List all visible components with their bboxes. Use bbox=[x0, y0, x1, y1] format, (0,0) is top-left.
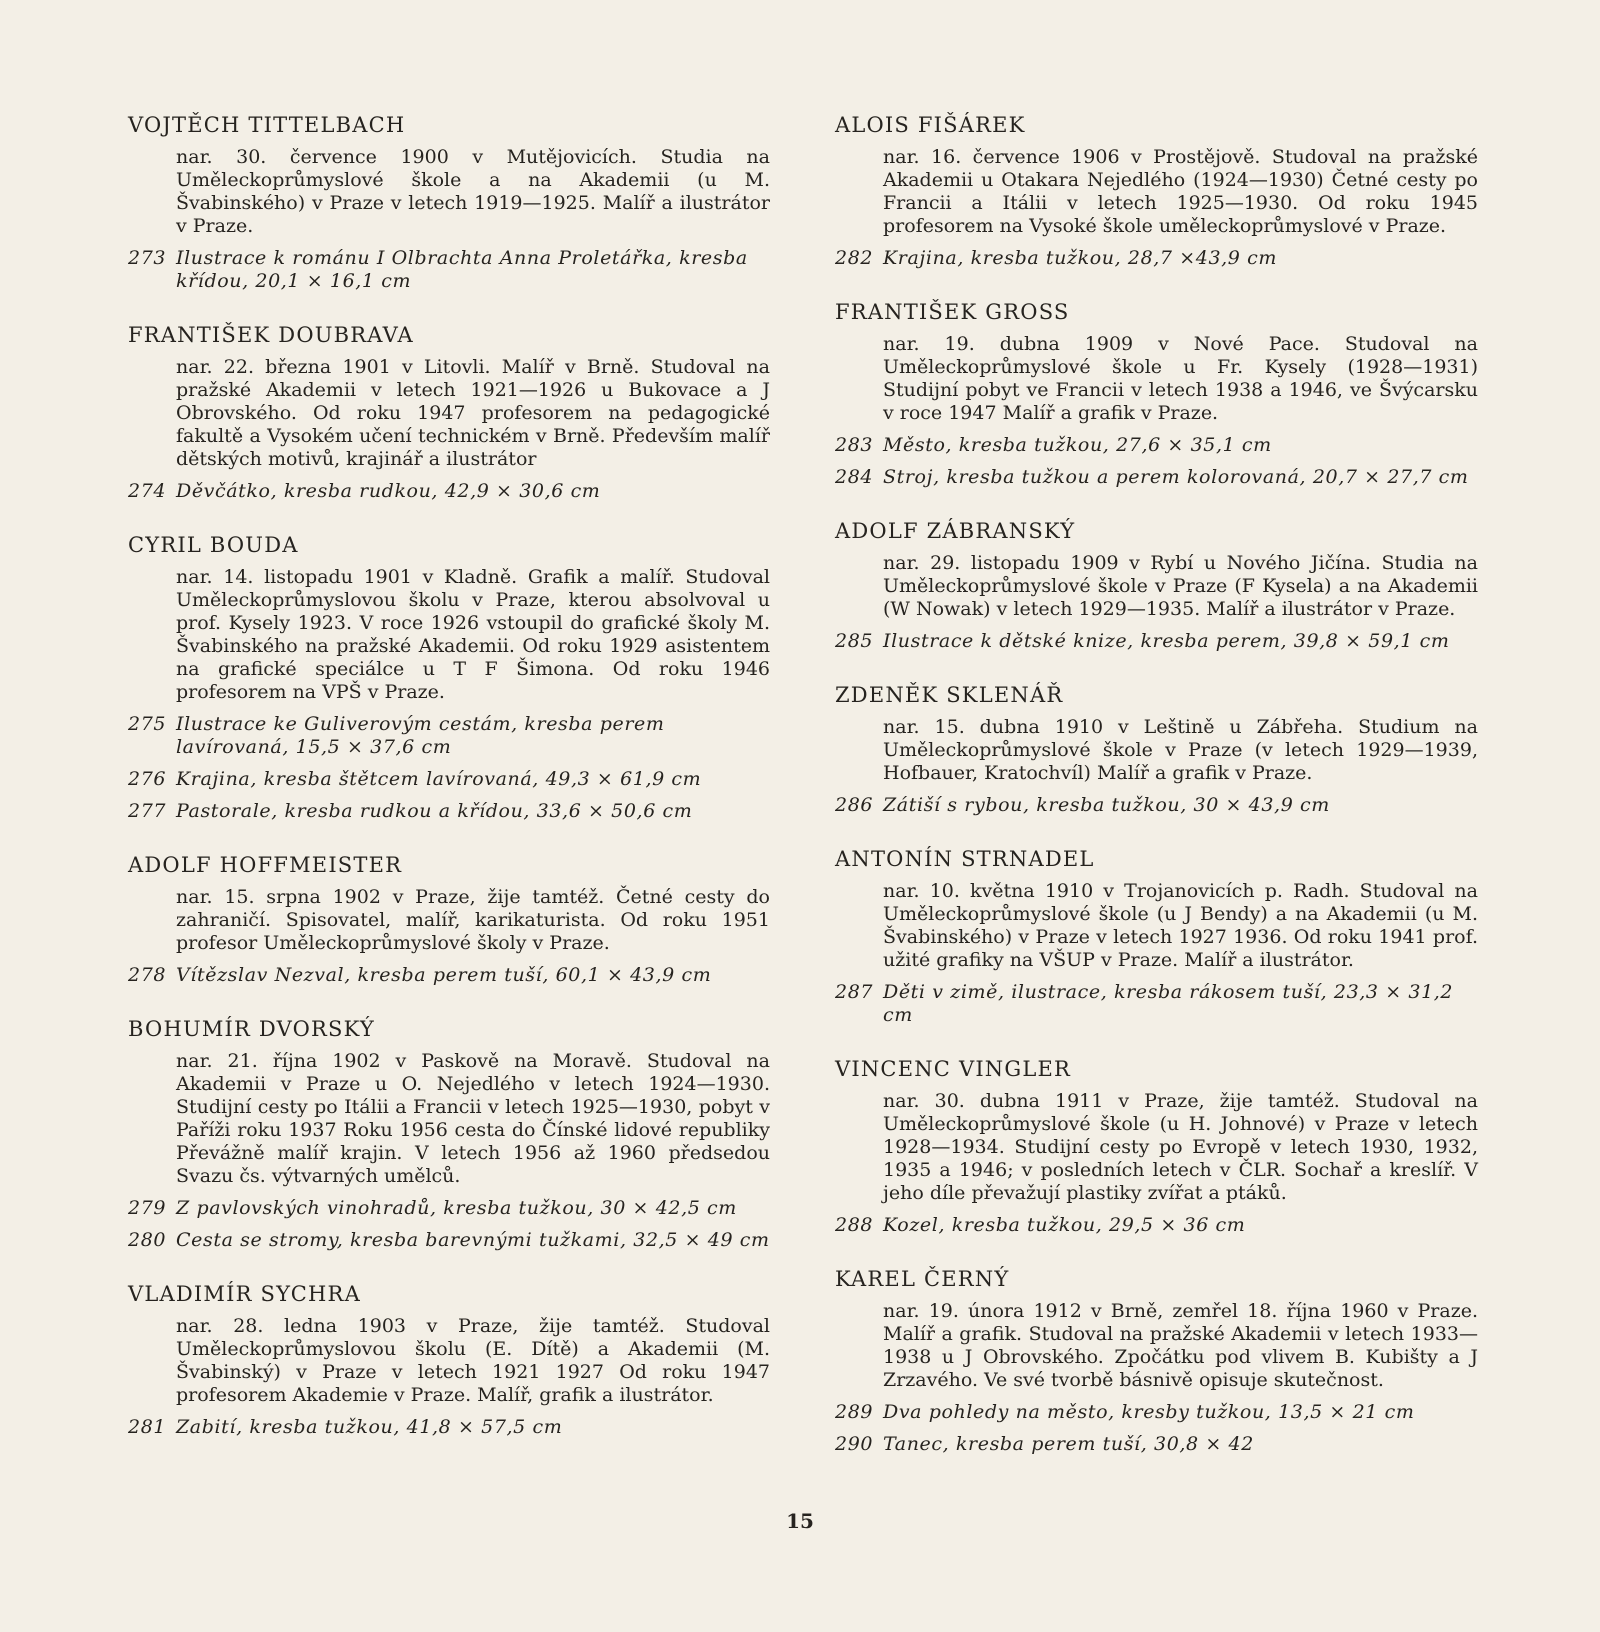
entry-spacer bbox=[835, 498, 1478, 518]
artist-name: ADOLF ZÁBRANSKÝ bbox=[835, 519, 1076, 543]
entry-spacer bbox=[128, 996, 770, 1016]
work-number: 285 bbox=[835, 630, 874, 652]
catalog-work bbox=[128, 1416, 770, 1439]
work-title: Děti v zimě, ilustrace, kresba rákosem tuší, 23,3 × 31,2 cm bbox=[883, 981, 1454, 1026]
work-number: 290 bbox=[835, 1433, 874, 1455]
work-number: 276 bbox=[128, 768, 167, 790]
artist-bio: nar. 28. ledna 1903 v Praze, žije tamtéž. Studoval Uměleckoprůmyslovou školu (E. Dítě) a Akademii (M. Švabinský) v Praze v letech 1921 1927 Od roku 1947 profesorem Akademie v Praze. Malíř, grafik a ilustrátor. bbox=[176, 1315, 770, 1406]
work-number: 281 bbox=[128, 1416, 167, 1438]
work-title: Dva pohledy na město, kresby tužkou, 13,5 × 21 cm bbox=[883, 1401, 1415, 1423]
catalog-work bbox=[835, 1401, 1478, 1424]
entry-spacer bbox=[835, 279, 1478, 299]
entry-spacer bbox=[835, 1246, 1478, 1266]
artist-name: VLADIMÍR SYCHRA bbox=[128, 1282, 361, 1306]
work-title: Ilustrace k románu I Olbrachta Anna Proletářka, kresba křídou, 20,1 × 16,1 cm bbox=[176, 247, 748, 292]
artist-bio: nar. 22. března 1901 v Litovli. Malíř v Brně. Studoval na pražské Akademii v letech 1921—1926 u Bukovace a J Obrovského. Od roku 1947 profesorem na pedagogické fakultě a Vysokém učení technickém v Brně. Především malíř dětských motivů, krajinář a ilustrátor bbox=[176, 356, 770, 470]
artist-bio: nar. 21. října 1902 v Paskově na Moravě. Studoval na Akademii v Praze u O. Nejedlého v letech 1924—1930. Studijní cesty po Itálii a Francii v letech 1925—1930, pobyt v Paříži roku 1937 Roku 1956 cesta do Čínské lidové republiky Převážně malíř krajin. V letech 1956 až 1960 předsedou Svazu čs. výtvarných umělců. bbox=[176, 1050, 770, 1187]
catalog-work bbox=[128, 964, 770, 987]
artist-entry bbox=[835, 299, 1478, 489]
catalog-work bbox=[835, 247, 1478, 270]
right-column bbox=[835, 112, 1478, 1465]
work-number: 277 bbox=[128, 800, 167, 822]
catalog-work bbox=[835, 466, 1478, 489]
work-number: 289 bbox=[835, 1401, 874, 1423]
artist-bio: nar. 15. srpna 1902 v Praze, žije tamtéž. Četné cesty do zahraničí. Spisovatel, malíř, karikaturista. Od roku 1951 profesor Uměleckoprůmyslové školy v Praze. bbox=[176, 886, 770, 954]
artist-entry bbox=[128, 112, 770, 293]
work-title: Krajina, kresba štětcem lavírovaná, 49,3 × 61,9 cm bbox=[176, 768, 702, 790]
artist-entry bbox=[835, 112, 1478, 270]
entry-spacer bbox=[835, 662, 1478, 682]
work-title: Cesta se stromy, kresba barevnými tužkami, 32,5 × 49 cm bbox=[176, 1229, 770, 1251]
catalog-work bbox=[835, 794, 1478, 817]
artist-entry bbox=[835, 1266, 1478, 1456]
artist-entry bbox=[835, 846, 1478, 1027]
artist-bio: nar. 19. dubna 1909 v Nové Pace. Studoval na Uměleckoprůmyslové škole u Fr. Kysely (1928—1931) Studijní pobyt ve Francii v letech 1938 a 1946, ve Švýcarsku v roce 1947 Malíř a grafik v Praze. bbox=[883, 333, 1478, 424]
artist-entry bbox=[835, 1056, 1478, 1237]
artist-entry bbox=[128, 322, 770, 503]
catalog-work bbox=[835, 981, 1478, 1027]
catalog-work bbox=[128, 480, 770, 503]
work-number: 286 bbox=[835, 794, 874, 816]
artist-name: BOHUMÍR DVORSKÝ bbox=[128, 1017, 376, 1041]
work-title: Stroj, kresba tužkou a perem kolorovaná, 20,7 × 27,7 cm bbox=[883, 466, 1469, 488]
entry-spacer bbox=[128, 832, 770, 852]
artist-name: ANTONÍN STRNADEL bbox=[835, 847, 1095, 871]
artist-name: ZDENĚK SKLENÁŘ bbox=[835, 683, 1064, 707]
artist-bio: nar. 16. července 1906 v Prostějově. Studoval na pražské Akademii u Otakara Nejedlého (1924—1930) Četné cesty po Francii a Itálii v letech 1925—1930. Od roku 1945 profesorem na Vysoké škole uměleckoprůmyslové v Praze. bbox=[883, 146, 1478, 237]
artist-name: CYRIL BOUDA bbox=[128, 533, 299, 557]
artist-name: KAREL ČERNÝ bbox=[835, 1267, 1010, 1291]
work-title: Z pavlovských vinohradů, kresba tužkou, 30 × 42,5 cm bbox=[176, 1197, 737, 1219]
catalog-work bbox=[835, 434, 1478, 457]
work-title: Zabití, kresba tužkou, 41,8 × 57,5 cm bbox=[176, 1416, 563, 1438]
work-number: 273 bbox=[128, 247, 167, 269]
work-number: 284 bbox=[835, 466, 874, 488]
work-number: 278 bbox=[128, 964, 167, 986]
artist-entry bbox=[835, 518, 1478, 653]
work-title: Kozel, kresba tužkou, 29,5 × 36 cm bbox=[883, 1214, 1246, 1236]
work-title: Město, kresba tužkou, 27,6 × 35,1 cm bbox=[883, 434, 1272, 456]
work-title: Zátiší s rybou, kresba tužkou, 30 × 43,9 cm bbox=[883, 794, 1330, 816]
artist-entry bbox=[128, 1281, 770, 1439]
artist-name: FRANTIŠEK GROSS bbox=[835, 300, 1070, 324]
work-title: Krajina, kresba tužkou, 28,7 ×43,9 cm bbox=[883, 247, 1277, 269]
left-column bbox=[128, 112, 770, 1448]
work-number: 274 bbox=[128, 480, 167, 502]
artist-name: ADOLF HOFFMEISTER bbox=[128, 853, 403, 877]
entry-spacer bbox=[128, 512, 770, 532]
entry-spacer bbox=[835, 1036, 1478, 1056]
catalog-work bbox=[835, 630, 1478, 653]
work-number: 288 bbox=[835, 1214, 874, 1236]
catalog-work bbox=[128, 768, 770, 791]
artist-bio: nar. 15. dubna 1910 v Leštině u Zábřeha. Studium na Uměleckoprůmyslové škole v Praze (v letech 1929—1939, Hofbauer, Kratochvíl) Malíř a grafik v Praze. bbox=[883, 716, 1478, 784]
catalog-work bbox=[128, 713, 770, 759]
artist-name: VOJTĚCH TITTELBACH bbox=[128, 113, 406, 137]
catalog-work bbox=[128, 247, 770, 293]
artist-bio: nar. 10. května 1910 v Trojanovicích p. Radh. Studoval na Uměleckoprůmyslové škole (u J Bendy) a na Akademii (u M. Švabinského) v Praze v letech 1927 1936. Od roku 1941 prof. užité grafiky na VŠUP v Praze. Malíř a ilustrátor. bbox=[883, 880, 1478, 971]
artist-bio: nar. 14. listopadu 1901 v Kladně. Grafik a malíř. Studoval Uměleckoprůmyslovou školu v Praze, kterou absolvoval u prof. Kysely 1923. V roce 1926 vstoupil do grafické školy M. Švabinského na pražské Akademii. Od roku 1929 asistentem na grafické speciálce u T F Šimona. Od roku 1946 profesorem na VPŠ v Praze. bbox=[176, 566, 770, 703]
artist-entry bbox=[128, 852, 770, 987]
work-number: 280 bbox=[128, 1229, 167, 1251]
artist-bio: nar. 29. listopadu 1909 v Rybí u Nového Jičína. Studia na Uměleckoprůmyslové škole v Praze (F Kysela) a na Akademii (W Nowak) v letech 1929—1935. Malíř a ilustrátor v Praze. bbox=[883, 552, 1478, 620]
work-title: Tanec, kresba perem tuší, 30,8 × 42 bbox=[883, 1433, 1254, 1455]
artist-entry bbox=[128, 1016, 770, 1252]
work-title: Ilustrace ke Guliverovým cestám, kresba perem lavírovaná, 15,5 × 37,6 cm bbox=[176, 713, 665, 758]
work-number: 275 bbox=[128, 713, 167, 735]
catalog-work bbox=[835, 1214, 1478, 1237]
work-title: Ilustrace k dětské knize, kresba perem, 39,8 × 59,1 cm bbox=[883, 630, 1450, 652]
catalog-work bbox=[128, 1197, 770, 1220]
entry-spacer bbox=[128, 302, 770, 322]
work-number: 283 bbox=[835, 434, 874, 456]
artist-bio: nar. 19. února 1912 v Brně, zemřel 18. října 1960 v Praze. Malíř a grafik. Studoval na pražské Akademii v letech 1933—1938 u J Obrovského. Zpočátku pod vlivem B. Kubišty a J Zrzavého. Ve své tvorbě básnivě opisuje skutečnost. bbox=[883, 1300, 1478, 1391]
entry-spacer bbox=[128, 1261, 770, 1281]
artist-name: VINCENC VINGLER bbox=[835, 1057, 1072, 1081]
artist-name: FRANTIŠEK DOUBRAVA bbox=[128, 323, 414, 347]
work-title: Pastorale, kresba rudkou a křídou, 33,6 × 50,6 cm bbox=[176, 800, 693, 822]
artist-entry bbox=[835, 682, 1478, 817]
artist-name: ALOIS FIŠÁREK bbox=[835, 113, 1026, 137]
artist-bio: nar. 30. července 1900 v Mutějovicích. Studia na Uměleckoprůmyslové škole a na Akademii (u M. Švabinského) v Praze v letech 1919—1925. Malíř a ilustrátor v Praze. bbox=[176, 146, 770, 237]
catalog-work bbox=[128, 1229, 770, 1252]
entry-spacer bbox=[835, 826, 1478, 846]
work-number: 279 bbox=[128, 1197, 167, 1219]
page-number: 15 bbox=[786, 1509, 814, 1533]
work-title: Děvčátko, kresba rudkou, 42,9 × 30,6 cm bbox=[176, 480, 601, 502]
work-number: 282 bbox=[835, 247, 874, 269]
artist-entry bbox=[128, 532, 770, 823]
catalog-work bbox=[835, 1433, 1478, 1456]
work-number: 287 bbox=[835, 981, 874, 1003]
work-title: Vítězslav Nezval, kresba perem tuší, 60,1 × 43,9 cm bbox=[176, 964, 712, 986]
catalog-work bbox=[128, 800, 770, 823]
artist-bio: nar. 30. dubna 1911 v Praze, žije tamtéž. Studoval na Uměleckoprůmyslové škole (u H. Johnové) v Praze v letech 1928—1934. Studijní cesty po Evropě v letech 1930, 1932, 1935 a 1946; v posledních letech v ČLR. Sochař a kreslíř. V jeho díle převažují plastiky zvířat a ptáků. bbox=[883, 1090, 1478, 1204]
